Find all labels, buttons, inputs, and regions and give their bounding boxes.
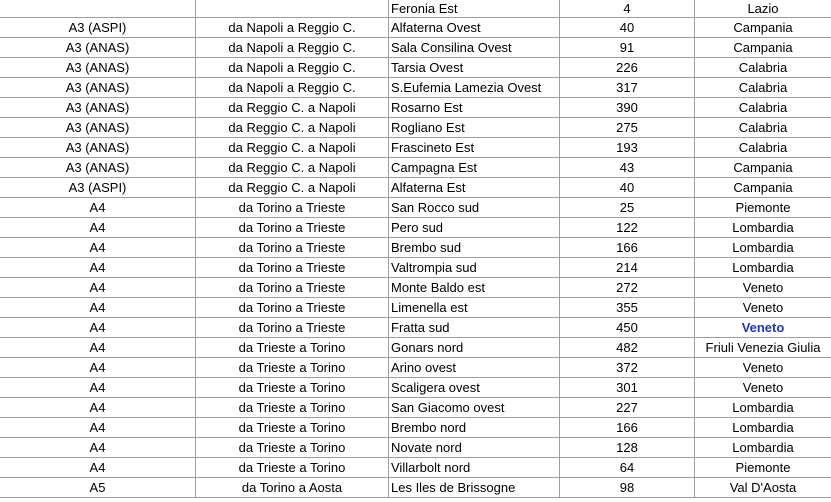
cell-region[interactable]: Veneto — [695, 318, 831, 338]
cell-direction[interactable]: da Napoli a Reggio C. — [196, 38, 389, 58]
cell-km[interactable]: 98 — [560, 478, 695, 498]
cell-direction[interactable]: da Trieste a Torino — [196, 458, 389, 478]
table-row — [0, 98, 831, 118]
cell-road[interactable]: A3 (ANAS) — [0, 78, 196, 98]
cell-region[interactable]: Lombardia — [695, 438, 831, 458]
cell-region[interactable]: Campania — [695, 18, 831, 38]
table-row — [0, 438, 831, 458]
cell-road[interactable]: A4 — [0, 218, 196, 238]
cell-exit[interactable]: Scaligera ovest — [389, 378, 560, 398]
cell-km[interactable]: 482 — [560, 338, 695, 358]
cell-exit[interactable]: Gonars nord — [389, 338, 560, 358]
cell-region[interactable]: Veneto — [695, 378, 831, 398]
cell-direction[interactable]: da Napoli a Reggio C. — [196, 18, 389, 38]
cell-km[interactable]: 355 — [560, 298, 695, 318]
cell-exit[interactable]: Sala Consilina Ovest — [389, 38, 560, 58]
cell-road[interactable]: A4 — [0, 358, 196, 378]
cell-exit[interactable]: Rogliano Est — [389, 118, 560, 138]
cell-region[interactable]: Friuli Venezia Giulia — [695, 338, 831, 358]
cell-road[interactable]: A4 — [0, 378, 196, 398]
table-row — [0, 18, 831, 38]
table-row — [0, 178, 831, 198]
cell-exit[interactable]: San Giacomo ovest — [389, 398, 560, 418]
cell-direction[interactable]: da Torino a Trieste — [196, 218, 389, 238]
table-row — [0, 358, 831, 378]
cell-region[interactable]: Veneto — [695, 358, 831, 378]
cell-km[interactable]: 4 — [560, 0, 695, 18]
cell-km[interactable]: 214 — [560, 258, 695, 278]
cell-exit[interactable]: Les Iles de Brissogne — [389, 478, 560, 498]
cell-direction[interactable]: da Torino a Trieste — [196, 278, 389, 298]
table-row — [0, 78, 831, 98]
cell-km[interactable]: 91 — [560, 38, 695, 58]
cell-exit[interactable]: Arino ovest — [389, 358, 560, 378]
cell-direction[interactable] — [196, 0, 389, 18]
cell-km[interactable]: 275 — [560, 118, 695, 138]
table-row — [0, 398, 831, 418]
cell-direction[interactable]: da Torino a Trieste — [196, 318, 389, 338]
cell-km[interactable]: 122 — [560, 218, 695, 238]
cell-km[interactable]: 25 — [560, 198, 695, 218]
table-row — [0, 338, 831, 358]
cell-region[interactable]: Campania — [695, 158, 831, 178]
cell-exit[interactable]: Valtrompia sud — [389, 258, 560, 278]
table-row — [0, 238, 831, 258]
cell-region[interactable]: Campania — [695, 38, 831, 58]
cell-road[interactable]: A5 — [0, 478, 196, 498]
table-row — [0, 378, 831, 398]
cell-region[interactable]: Val D'Aosta — [695, 478, 831, 498]
cell-direction[interactable]: da Reggio C. a Napoli — [196, 98, 389, 118]
table-row — [0, 158, 831, 178]
cell-road[interactable]: A3 (ANAS) — [0, 118, 196, 138]
cell-region[interactable]: Calabria — [695, 58, 831, 78]
cell-road[interactable]: A3 (ANAS) — [0, 38, 196, 58]
cell-km[interactable]: 390 — [560, 98, 695, 118]
cell-exit[interactable]: San Rocco sud — [389, 198, 560, 218]
cell-km[interactable]: 317 — [560, 78, 695, 98]
cell-direction[interactable]: da Torino a Trieste — [196, 258, 389, 278]
cell-direction[interactable]: da Trieste a Torino — [196, 398, 389, 418]
cell-direction[interactable]: da Napoli a Reggio C. — [196, 78, 389, 98]
cell-region[interactable]: Lombardia — [695, 238, 831, 258]
cell-exit[interactable]: Brembo sud — [389, 238, 560, 258]
cell-road[interactable]: A3 (ASPI) — [0, 178, 196, 198]
cell-direction[interactable]: da Trieste a Torino — [196, 418, 389, 438]
cell-exit[interactable]: Monte Baldo est — [389, 278, 560, 298]
cell-direction[interactable]: da Trieste a Torino — [196, 338, 389, 358]
table-row — [0, 118, 831, 138]
table-row — [0, 218, 831, 238]
cell-exit[interactable]: Villarbolt nord — [389, 458, 560, 478]
cell-road[interactable]: A4 — [0, 438, 196, 458]
cell-direction[interactable]: da Trieste a Torino — [196, 358, 389, 378]
cell-exit[interactable]: Campagna Est — [389, 158, 560, 178]
cell-km[interactable]: 301 — [560, 378, 695, 398]
cell-region[interactable]: Campania — [695, 178, 831, 198]
cell-region[interactable]: Calabria — [695, 78, 831, 98]
cell-exit[interactable]: Novate nord — [389, 438, 560, 458]
cell-km[interactable]: 227 — [560, 398, 695, 418]
cell-region[interactable]: Lombardia — [695, 398, 831, 418]
cell-direction[interactable]: da Torino a Trieste — [196, 198, 389, 218]
table-row — [0, 418, 831, 438]
cell-direction[interactable]: da Torino a Aosta — [196, 478, 389, 498]
cell-exit[interactable]: Brembo nord — [389, 418, 560, 438]
cell-region[interactable]: Piemonte — [695, 198, 831, 218]
cell-road[interactable]: A4 — [0, 418, 196, 438]
table-row — [0, 138, 831, 158]
cell-region[interactable]: Calabria — [695, 138, 831, 158]
table-row — [0, 318, 831, 338]
cell-road[interactable]: A4 — [0, 298, 196, 318]
cell-region[interactable]: Veneto — [695, 298, 831, 318]
cell-km[interactable]: 43 — [560, 158, 695, 178]
cell-direction[interactable]: da Reggio C. a Napoli — [196, 118, 389, 138]
cell-road[interactable]: A3 (ASPI) — [0, 18, 196, 38]
cell-road[interactable]: A4 — [0, 458, 196, 478]
cell-region[interactable]: Veneto — [695, 278, 831, 298]
table-row — [0, 58, 831, 78]
cell-direction[interactable]: da Napoli a Reggio C. — [196, 58, 389, 78]
cell-exit[interactable]: S.Eufemia Lamezia Ovest — [389, 78, 560, 98]
cell-road[interactable]: A3 (ANAS) — [0, 138, 196, 158]
cell-direction[interactable]: da Trieste a Torino — [196, 438, 389, 458]
cell-km[interactable]: 40 — [560, 178, 695, 198]
cell-exit[interactable]: Alfaterna Ovest — [389, 18, 560, 38]
cell-direction[interactable]: da Torino a Trieste — [196, 238, 389, 258]
cell-exit[interactable]: Limenella est — [389, 298, 560, 318]
cell-road[interactable]: A4 — [0, 198, 196, 218]
cell-direction[interactable]: da Reggio C. a Napoli — [196, 158, 389, 178]
cell-region[interactable]: Calabria — [695, 118, 831, 138]
cell-km[interactable]: 40 — [560, 18, 695, 38]
table-row — [0, 278, 831, 298]
cell-road[interactable]: A3 (ANAS) — [0, 98, 196, 118]
table-row — [0, 458, 831, 478]
cell-road[interactable]: A3 (ANAS) — [0, 58, 196, 78]
cell-exit[interactable]: Frascineto Est — [389, 138, 560, 158]
cell-road[interactable] — [0, 0, 196, 18]
table-row — [0, 478, 831, 498]
table-row — [0, 198, 831, 218]
cell-km[interactable]: 166 — [560, 238, 695, 258]
cell-exit[interactable]: Rosarno Est — [389, 98, 560, 118]
cell-region[interactable]: Lombardia — [695, 258, 831, 278]
cell-road[interactable]: A3 (ANAS) — [0, 158, 196, 178]
cell-region[interactable]: Lazio — [695, 0, 831, 18]
cell-direction[interactable]: da Trieste a Torino — [196, 378, 389, 398]
cell-region[interactable]: Calabria — [695, 98, 831, 118]
cell-km[interactable]: 166 — [560, 418, 695, 438]
cell-exit[interactable]: Tarsia Ovest — [389, 58, 560, 78]
cell-direction[interactable]: da Reggio C. a Napoli — [196, 178, 389, 198]
cell-km[interactable]: 450 — [560, 318, 695, 338]
cell-road[interactable]: A4 — [0, 338, 196, 358]
cell-direction[interactable]: da Reggio C. a Napoli — [196, 138, 389, 158]
cell-km[interactable]: 272 — [560, 278, 695, 298]
cell-exit[interactable]: Feronia Est — [389, 0, 560, 18]
cell-road[interactable]: A4 — [0, 258, 196, 278]
cell-km[interactable]: 128 — [560, 438, 695, 458]
table-row — [0, 258, 831, 278]
cell-km[interactable]: 193 — [560, 138, 695, 158]
cell-km[interactable]: 64 — [560, 458, 695, 478]
table-row — [0, 298, 831, 318]
cell-km[interactable]: 372 — [560, 358, 695, 378]
cell-region[interactable]: Lombardia — [695, 218, 831, 238]
cell-exit[interactable]: Fratta sud — [389, 318, 560, 338]
cell-exit[interactable]: Pero sud — [389, 218, 560, 238]
cell-region[interactable]: Piemonte — [695, 458, 831, 478]
cell-road[interactable]: A4 — [0, 278, 196, 298]
cell-region[interactable]: Lombardia — [695, 418, 831, 438]
cell-exit[interactable]: Alfaterna Est — [389, 178, 560, 198]
table-row — [0, 0, 831, 18]
cell-road[interactable]: A4 — [0, 318, 196, 338]
cell-road[interactable]: A4 — [0, 238, 196, 258]
cell-km[interactable]: 226 — [560, 58, 695, 78]
table-row — [0, 38, 831, 58]
cell-direction[interactable]: da Torino a Trieste — [196, 298, 389, 318]
cell-road[interactable]: A4 — [0, 398, 196, 418]
